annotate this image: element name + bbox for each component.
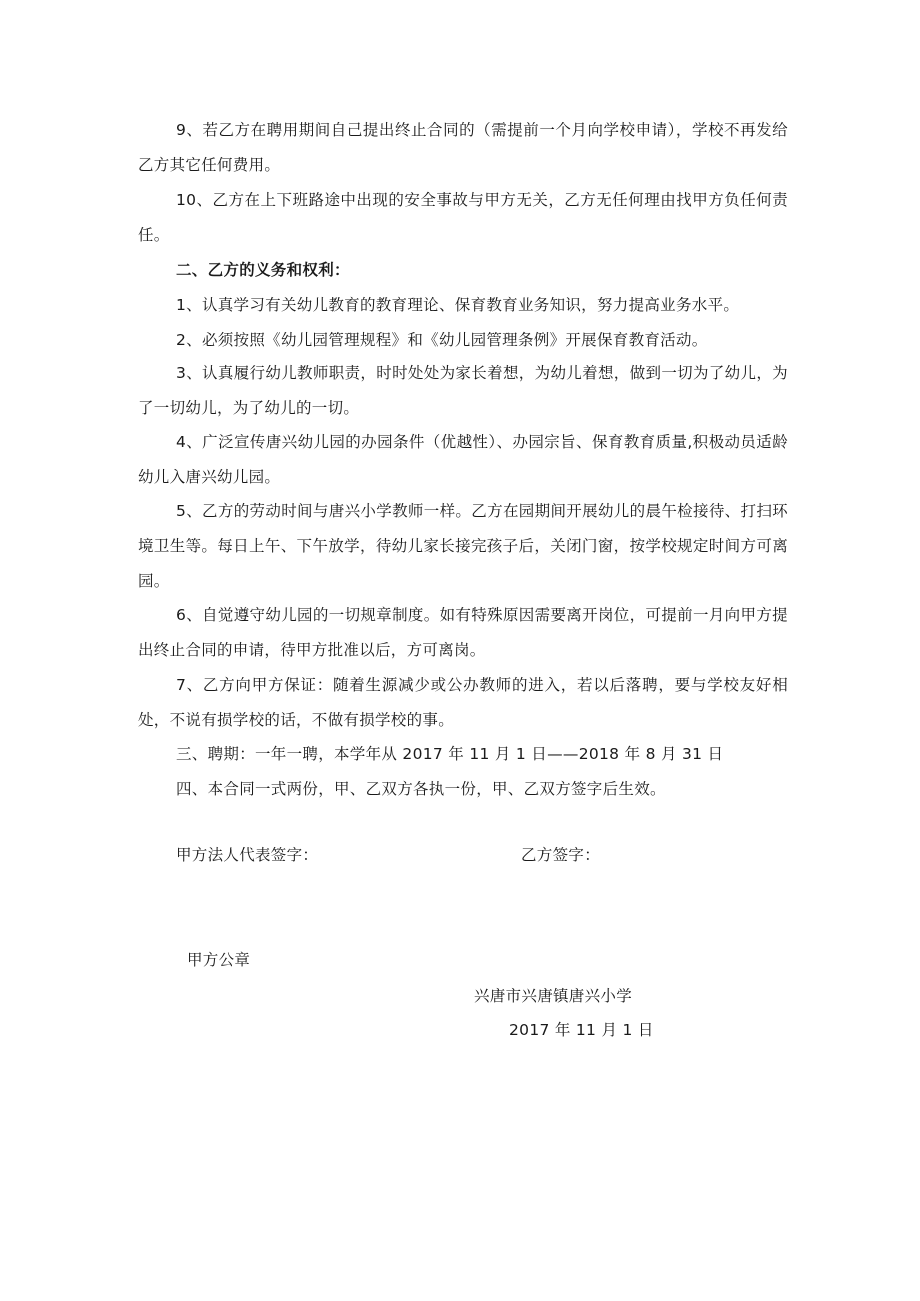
duty-5: 5、乙方的劳动时间与唐兴小学教师一样。乙方在园期间开展幼儿的晨午检接待、打扫环境卫生等。每日上午、下午放学，待幼儿家长接完孩子后，关闭门窗，按学校规定时间方可离园。 xyxy=(138,502,788,590)
duty-1: 1、认真学习有关幼儿教育的教育理论、保育教育业务知识，努力提高业务水平。 xyxy=(176,296,740,314)
school-name: 兴唐市兴唐镇唐兴小学 xyxy=(474,987,633,1005)
section-2-heading: 二、乙方的义务和权利： xyxy=(176,261,350,279)
duty-6: 6、自觉遵守幼儿园的一切规章制度。如有特殊原因需要离开岗位，可提前一月向甲方提出终止合同的申请，待甲方批准以后，方可离岗。 xyxy=(138,606,788,659)
duty-4: 4、广泛宣传唐兴幼儿园的办园条件（优越性）、办园宗旨、保育教育质量,积极动员适龄幼儿入唐兴幼儿园。 xyxy=(138,433,788,486)
clause-9: 9、若乙方在聘用期间自己提出终止合同的（需提前一个月向学校申请），学校不再发给乙方其它任何费用。 xyxy=(138,121,788,174)
duty-7: 7、乙方向甲方保证：随着生源减少或公办教师的进入，若以后落聘，要与学校友好相处，不说有损学校的话，不做有损学校的事。 xyxy=(138,676,788,729)
duty-2: 2、必须按照《幼儿园管理规程》和《幼儿园管理条例》开展保育教育活动。 xyxy=(176,331,708,349)
signature-party-b: 乙方签字： xyxy=(521,846,601,864)
contract-copies: 四、本合同一式两份，甲、乙双方各执一份，甲、乙双方签字后生效。 xyxy=(176,780,666,798)
contract-term: 三、聘期：一年一聘，本学年从 2017 年 11 月 1 日——2018 年 8 月 31 日 xyxy=(176,745,724,763)
duty-3: 3、认真履行幼儿教师职责，时时处处为家长着想，为幼儿着想，做到一切为了幼儿，为了一切幼儿，为了幼儿的一切。 xyxy=(138,364,788,417)
seal-label: 甲方公章 xyxy=(187,951,251,969)
clause-10: 10、乙方在上下班路途中出现的安全事故与甲方无关，乙方无任何理由找甲方负任何责任。 xyxy=(138,191,788,244)
contract-date: 2017 年 11 月 1 日 xyxy=(509,1021,654,1039)
signature-party-a: 甲方法人代表签字： xyxy=(176,846,319,864)
